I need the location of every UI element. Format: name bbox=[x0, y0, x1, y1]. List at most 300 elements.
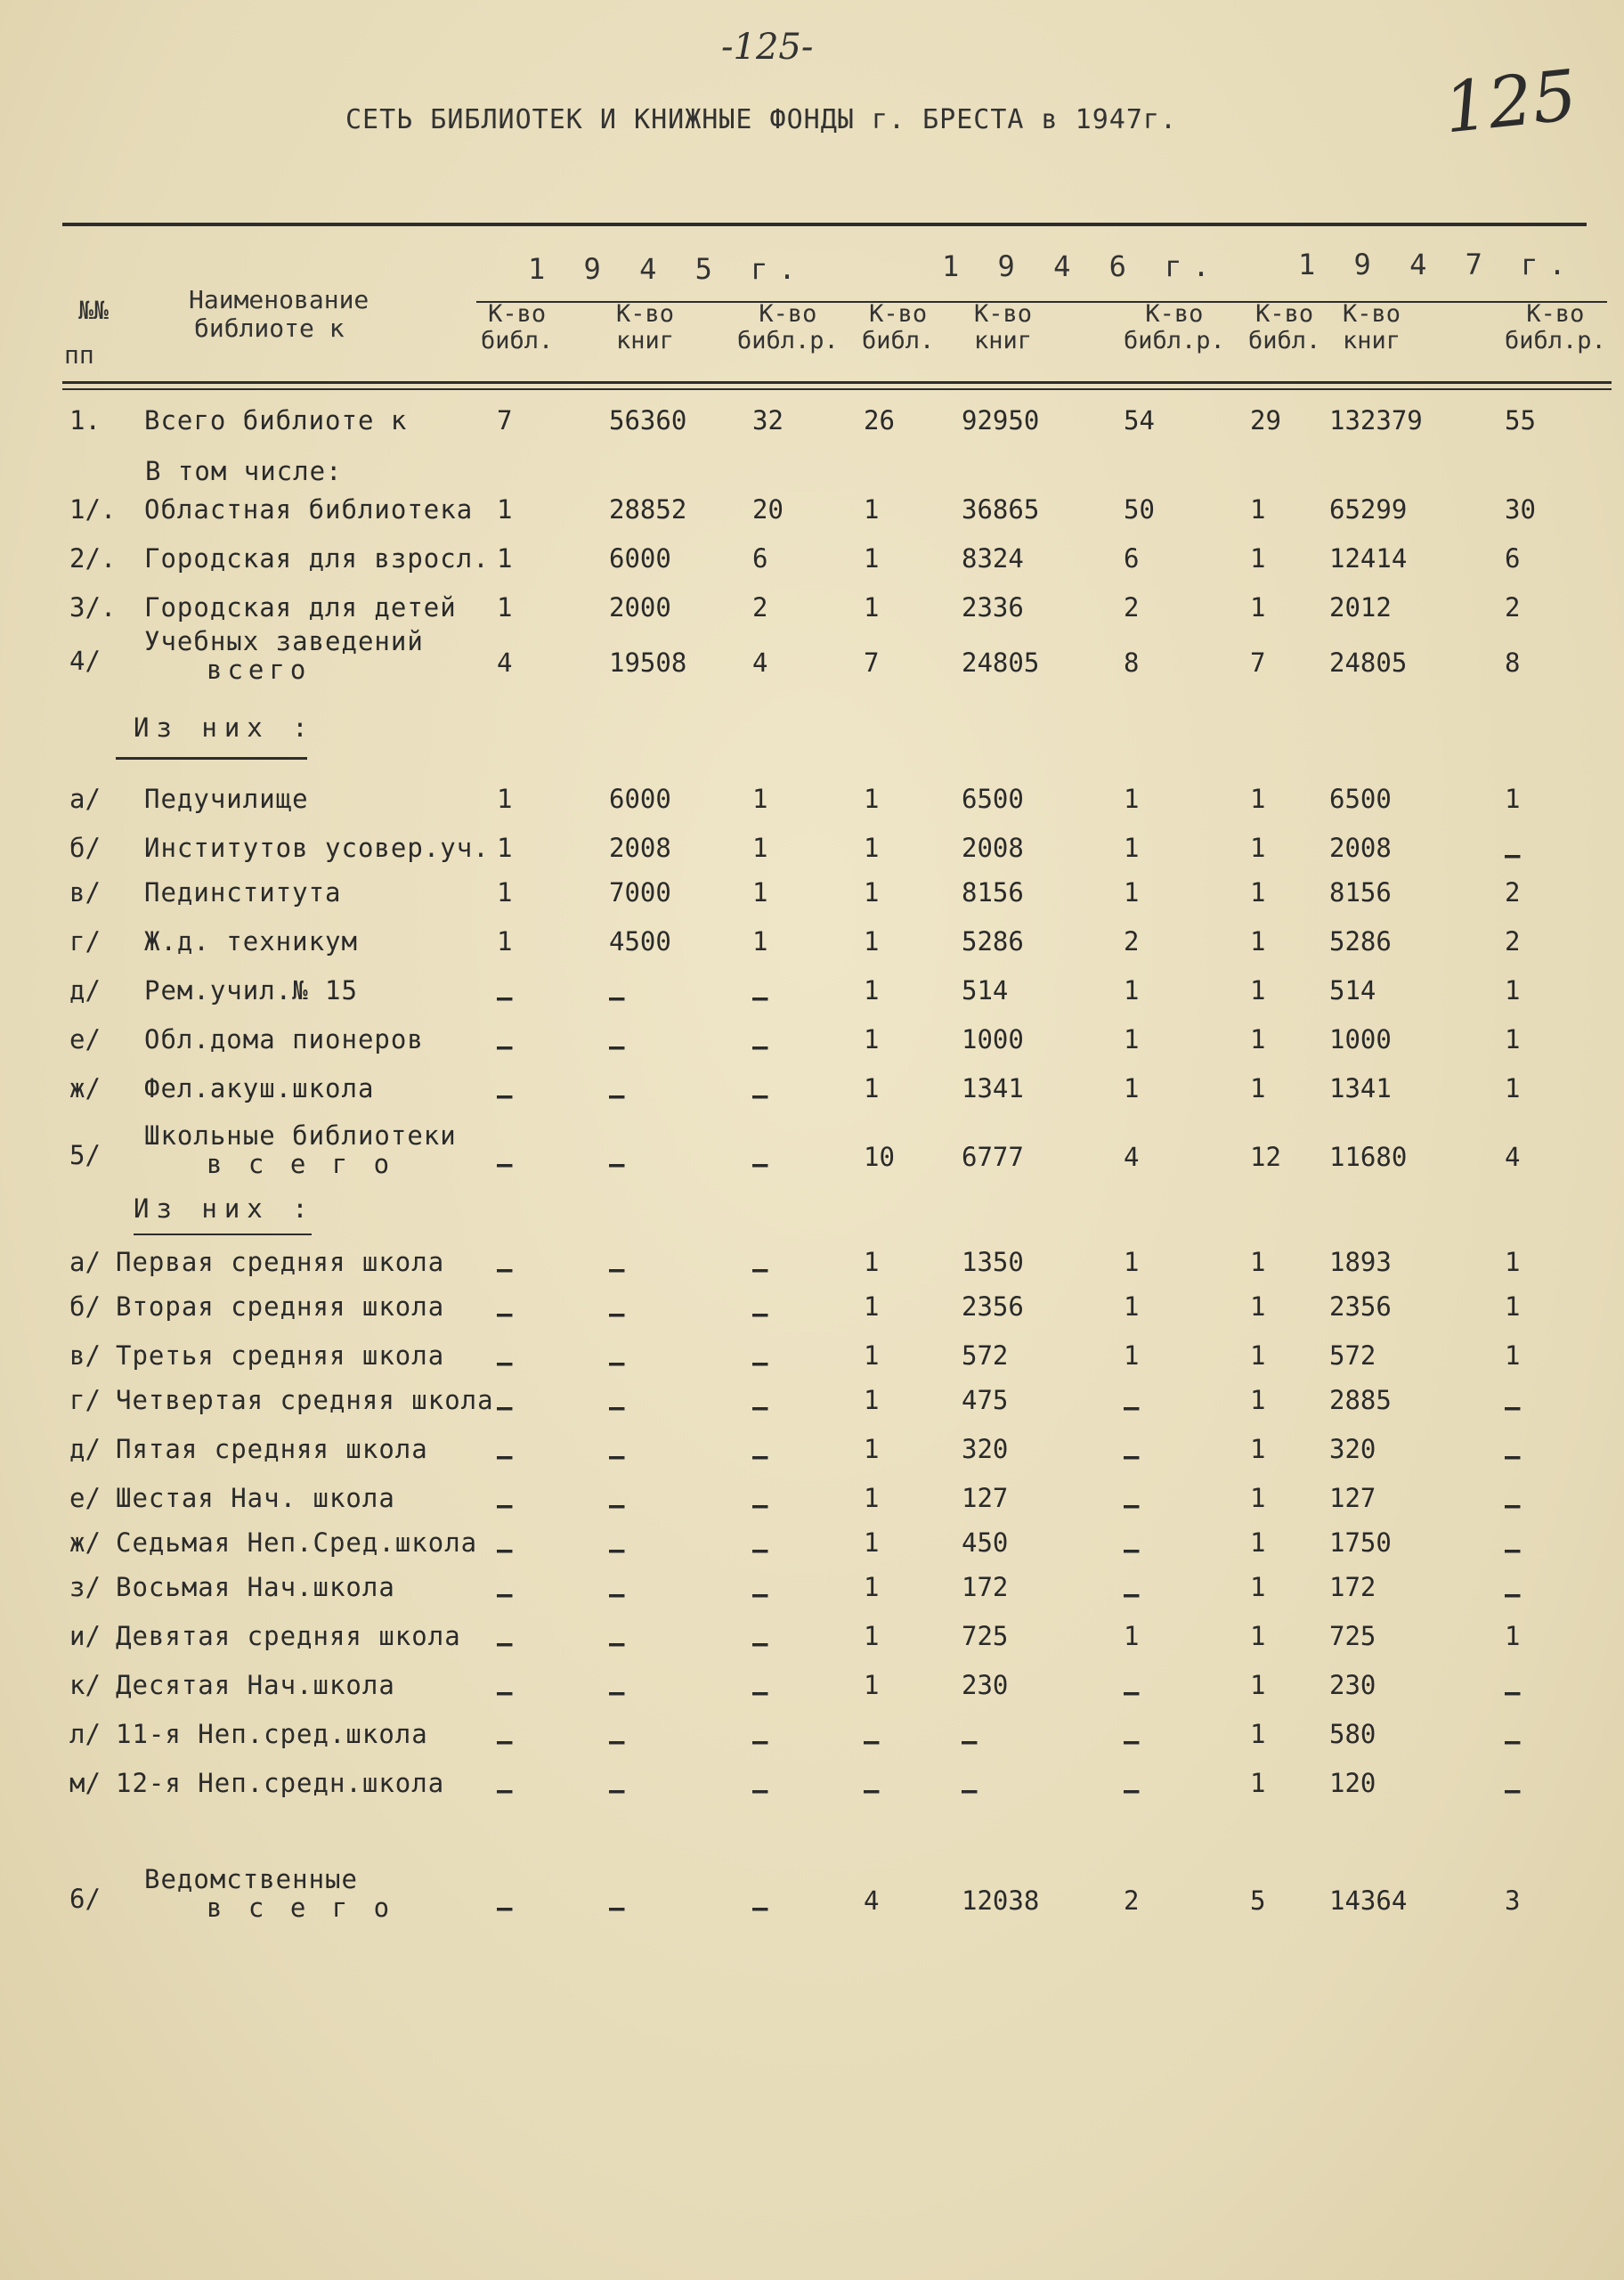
cell-value: 2 bbox=[1505, 592, 1521, 623]
cell-value: – bbox=[497, 1628, 513, 1658]
cell-value: 1 bbox=[864, 1670, 880, 1700]
cell-value: – bbox=[752, 982, 768, 1013]
row-name: Четвертая средняя школа bbox=[116, 1385, 494, 1415]
row-name: Десятая Нач.школа bbox=[116, 1670, 395, 1700]
cell-value: 24805 bbox=[1329, 647, 1408, 678]
cell-value: – bbox=[497, 1490, 513, 1520]
cell-value: 1 bbox=[1124, 1291, 1140, 1322]
cell-value: – bbox=[497, 1031, 513, 1062]
row-name: Восьмая Нач.школа bbox=[116, 1572, 395, 1602]
header-year-1946: 1 9 4 6 г. bbox=[942, 249, 1221, 283]
cell-value: 12414 bbox=[1329, 543, 1408, 574]
cell-value: 1 bbox=[1250, 1670, 1266, 1700]
cell-value: 1 bbox=[1505, 784, 1521, 814]
cell-value: 7 bbox=[864, 647, 880, 678]
row-name: Всего библиоте к bbox=[144, 405, 408, 436]
row-name: Школьные библиотеки bbox=[144, 1120, 457, 1151]
cell-value: 1 bbox=[864, 833, 880, 863]
row-number: б/ bbox=[69, 833, 101, 863]
row-number: 1/. bbox=[69, 494, 117, 525]
row-number: г/ bbox=[69, 926, 101, 957]
cell-value: 1 bbox=[1124, 1073, 1140, 1103]
cell-value: 1893 bbox=[1329, 1247, 1392, 1277]
cell-value: 2008 bbox=[962, 833, 1024, 863]
cell-value: 1 bbox=[497, 592, 513, 623]
cell-value: – bbox=[752, 1299, 768, 1329]
cell-value: 1 bbox=[1124, 784, 1140, 814]
cell-value: – bbox=[1124, 1677, 1140, 1707]
header-column-line2: библ.р. bbox=[737, 327, 839, 354]
cell-value: 1 bbox=[1250, 494, 1266, 525]
row-name: Пединститута bbox=[144, 877, 342, 908]
header-year-1945: 1 9 4 5 г. bbox=[528, 252, 807, 286]
cell-value: – bbox=[497, 1677, 513, 1707]
cell-value: 2 bbox=[1505, 926, 1521, 957]
cell-value: 1 bbox=[1250, 1385, 1266, 1415]
cell-value: 725 bbox=[962, 1621, 1009, 1651]
cell-value: 30 bbox=[1505, 494, 1536, 525]
cell-value: 24805 bbox=[962, 647, 1040, 678]
row-number: ж/ bbox=[69, 1073, 101, 1103]
cell-value: 1 bbox=[864, 1340, 880, 1371]
cell-value: 127 bbox=[962, 1483, 1009, 1513]
cell-value: – bbox=[609, 1254, 625, 1284]
cell-value: 127 bbox=[1329, 1483, 1376, 1513]
cell-value: 12038 bbox=[962, 1885, 1040, 1916]
cell-value: 1 bbox=[1250, 543, 1266, 574]
cell-value: 1 bbox=[1505, 975, 1521, 1006]
cell-value: 320 bbox=[962, 1434, 1009, 1464]
cell-value: 1 bbox=[1250, 1719, 1266, 1749]
cell-value: 1 bbox=[864, 494, 880, 525]
row-name: 11-я Неп.сред.школа bbox=[116, 1719, 428, 1749]
cell-value: 1 bbox=[1250, 1247, 1266, 1277]
cell-value: 1 bbox=[864, 1247, 880, 1277]
cell-value: – bbox=[752, 1441, 768, 1471]
header-column-3 bbox=[737, 301, 839, 354]
cell-value: 92950 bbox=[962, 405, 1040, 436]
cell-value: 580 bbox=[1329, 1719, 1376, 1749]
cell-value: 4 bbox=[752, 647, 768, 678]
cell-value: 1 bbox=[497, 543, 513, 574]
cell-value: 1350 bbox=[962, 1247, 1024, 1277]
cell-value: 12 bbox=[1250, 1142, 1281, 1172]
cell-value: – bbox=[609, 982, 625, 1013]
cell-value: 1 bbox=[864, 1073, 880, 1103]
cell-value: 1 bbox=[864, 926, 880, 957]
cell-value: – bbox=[752, 1080, 768, 1111]
cell-value: 50 bbox=[1124, 494, 1155, 525]
row-name: Вторая средняя школа bbox=[116, 1291, 445, 1322]
cell-value: – bbox=[609, 1726, 625, 1756]
cell-value: 1 bbox=[497, 926, 513, 957]
header-column-line1: К-во bbox=[1145, 300, 1204, 328]
cell-value: 65299 bbox=[1329, 494, 1408, 525]
header-column-line1: К-во bbox=[1255, 300, 1314, 328]
cell-value: – bbox=[962, 1775, 978, 1805]
cell-value: – bbox=[609, 1299, 625, 1329]
cell-value: – bbox=[752, 1490, 768, 1520]
row-name: Фел.акуш.школа bbox=[144, 1073, 375, 1103]
header-column-line2: библ.р. bbox=[1505, 327, 1606, 354]
cell-value: – bbox=[1505, 1677, 1521, 1707]
header-column-5 bbox=[974, 301, 1032, 354]
cell-value: 26 bbox=[864, 405, 895, 436]
cell-value: – bbox=[752, 1579, 768, 1609]
cell-value: 6500 bbox=[962, 784, 1024, 814]
cell-value: 6 bbox=[752, 543, 768, 574]
cell-value: 572 bbox=[1329, 1340, 1376, 1371]
cell-value: 14364 bbox=[1329, 1885, 1408, 1916]
cell-value: 725 bbox=[1329, 1621, 1376, 1651]
header-column-1 bbox=[481, 301, 553, 354]
cell-value: – bbox=[497, 1775, 513, 1805]
cell-value: 1 bbox=[497, 877, 513, 908]
cell-value: 1 bbox=[1124, 1024, 1140, 1054]
row-number: 4/ bbox=[69, 646, 101, 676]
cell-value: 5286 bbox=[1329, 926, 1392, 957]
cell-value: – bbox=[1124, 1441, 1140, 1471]
cell-value: 1 bbox=[864, 877, 880, 908]
cell-value: 1 bbox=[1250, 975, 1266, 1006]
row-number: и/ bbox=[69, 1621, 101, 1651]
cell-value: 2 bbox=[1124, 926, 1140, 957]
cell-value: – bbox=[609, 1031, 625, 1062]
subheading-of-them-1: Из них : bbox=[134, 712, 315, 743]
cell-value: – bbox=[609, 1628, 625, 1658]
cell-value: 8156 bbox=[1329, 877, 1392, 908]
cell-value: – bbox=[1505, 1490, 1521, 1520]
header-bottom-rule-2 bbox=[62, 388, 1612, 390]
cell-value: – bbox=[1505, 1392, 1521, 1422]
row-number: к/ bbox=[69, 1670, 101, 1700]
cell-value: 28852 bbox=[609, 494, 687, 525]
cell-value: 8 bbox=[1505, 647, 1521, 678]
cell-value: 1 bbox=[497, 833, 513, 863]
cell-value: 19508 bbox=[609, 647, 687, 678]
row-number: м/ bbox=[69, 1768, 101, 1798]
cell-value: – bbox=[752, 1726, 768, 1756]
cell-value: 1 bbox=[1124, 833, 1140, 863]
header-num-label-2: пп bbox=[64, 340, 94, 370]
cell-value: 172 bbox=[962, 1572, 1009, 1602]
row-name: Учебных заведений bbox=[144, 626, 424, 656]
cell-value: 1 bbox=[864, 1385, 880, 1415]
cell-value: 8156 bbox=[962, 877, 1024, 908]
cell-value: – bbox=[1505, 1726, 1521, 1756]
cell-value: 8324 bbox=[962, 543, 1024, 574]
header-column-9 bbox=[1505, 301, 1606, 354]
cell-value: 1 bbox=[1250, 1434, 1266, 1464]
row-number: 2/. bbox=[69, 543, 117, 574]
cell-value: 572 bbox=[962, 1340, 1009, 1371]
header-column-line1: К-во bbox=[616, 300, 675, 328]
cell-value: 4 bbox=[497, 647, 513, 678]
row-name: Третья средняя школа bbox=[116, 1340, 445, 1371]
document-title: СЕТЬ БИБЛИОТЕК И КНИЖНЫЕ ФОНДЫ г. БРЕСТА в 1947г. bbox=[345, 104, 1178, 135]
row-name: Рем.учил.№ 15 bbox=[144, 975, 358, 1006]
cell-value: 1 bbox=[1250, 1024, 1266, 1054]
cell-value: 1 bbox=[497, 784, 513, 814]
row-number: 1. bbox=[69, 405, 101, 436]
subheading-underline-1 bbox=[116, 757, 307, 760]
header-column-line2: библ. bbox=[481, 327, 554, 354]
cell-value: – bbox=[609, 1080, 625, 1111]
cell-value: 1 bbox=[1505, 1621, 1521, 1651]
header-column-line2: библ. bbox=[1248, 327, 1321, 354]
cell-value: – bbox=[609, 1392, 625, 1422]
cell-value: – bbox=[1124, 1775, 1140, 1805]
cell-value: – bbox=[1505, 840, 1521, 870]
header-column-line2: книг bbox=[974, 327, 1033, 354]
cell-value: – bbox=[752, 1893, 768, 1923]
cell-value: 1 bbox=[1250, 1291, 1266, 1322]
cell-value: 4500 bbox=[609, 926, 671, 957]
cell-value: 475 bbox=[962, 1385, 1009, 1415]
cell-value: – bbox=[609, 1775, 625, 1805]
cell-value: 1 bbox=[752, 877, 768, 908]
archive-page-number: 125 bbox=[1440, 55, 1581, 150]
header-name-label: Наименование bbox=[189, 285, 369, 314]
header-column-4 bbox=[862, 301, 934, 354]
cell-value: – bbox=[1505, 1775, 1521, 1805]
cell-value: 1 bbox=[1250, 1340, 1266, 1371]
cell-value: 1 bbox=[864, 1621, 880, 1651]
row-name: Институтов усовер.уч. bbox=[144, 833, 490, 863]
cell-value: – bbox=[497, 1299, 513, 1329]
row-name: Ведомственные bbox=[144, 1864, 358, 1894]
cell-value: – bbox=[752, 1149, 768, 1179]
cell-value: 1 bbox=[1250, 926, 1266, 957]
cell-value: 4 bbox=[864, 1885, 880, 1916]
cell-value: 5286 bbox=[962, 926, 1024, 957]
row-number: 5/ bbox=[69, 1140, 101, 1170]
cell-value: – bbox=[497, 1348, 513, 1378]
header-column-line1: К-во bbox=[1526, 300, 1585, 328]
row-number: д/ bbox=[69, 975, 101, 1006]
header-column-line1: К-во bbox=[488, 300, 547, 328]
row-number: 6/ bbox=[69, 1884, 101, 1914]
row-name: Первая средняя школа bbox=[116, 1247, 445, 1277]
header-column-2 bbox=[616, 301, 674, 354]
header-column-line1: К-во bbox=[1343, 300, 1401, 328]
cell-value: 11680 bbox=[1329, 1142, 1408, 1172]
header-bottom-rule bbox=[62, 381, 1612, 384]
cell-value: 1 bbox=[1505, 1073, 1521, 1103]
row-number: а/ bbox=[69, 1247, 101, 1277]
cell-value: – bbox=[752, 1348, 768, 1378]
cell-value: 2008 bbox=[609, 833, 671, 863]
row-number: л/ bbox=[69, 1719, 101, 1749]
row-name-line2: в с е г о bbox=[207, 1149, 395, 1179]
row-number: е/ bbox=[69, 1483, 101, 1513]
cell-value: – bbox=[752, 1392, 768, 1422]
cell-value: – bbox=[1505, 1579, 1521, 1609]
cell-value: – bbox=[497, 1579, 513, 1609]
header-column-line2: книг bbox=[616, 327, 675, 354]
cell-value: – bbox=[752, 1775, 768, 1805]
cell-value: 1 bbox=[1124, 975, 1140, 1006]
cell-value: 8 bbox=[1124, 647, 1140, 678]
cell-value: 7000 bbox=[609, 877, 671, 908]
cell-value: – bbox=[1505, 1535, 1521, 1565]
cell-value: – bbox=[609, 1441, 625, 1471]
cell-value: 1 bbox=[1124, 1621, 1140, 1651]
cell-value: 6000 bbox=[609, 543, 671, 574]
cell-value: 1 bbox=[1505, 1247, 1521, 1277]
cell-value: – bbox=[497, 1080, 513, 1111]
cell-value: 2 bbox=[1505, 877, 1521, 908]
header-column-line2: библ.р. bbox=[1124, 327, 1225, 354]
cell-value: – bbox=[752, 1031, 768, 1062]
cell-value: 230 bbox=[962, 1670, 1009, 1700]
cell-value: – bbox=[1124, 1392, 1140, 1422]
cell-value: 1 bbox=[1250, 1621, 1266, 1651]
cell-value: 1341 bbox=[1329, 1073, 1392, 1103]
cell-value: 36865 bbox=[962, 494, 1040, 525]
row-number: з/ bbox=[69, 1572, 101, 1602]
cell-value: 514 bbox=[962, 975, 1009, 1006]
cell-value: – bbox=[864, 1726, 880, 1756]
cell-value: 1000 bbox=[1329, 1024, 1392, 1054]
cell-value: 1 bbox=[1250, 1768, 1266, 1798]
cell-value: 7 bbox=[497, 405, 513, 436]
cell-value: 120 bbox=[1329, 1768, 1376, 1798]
header-column-7 bbox=[1248, 301, 1320, 354]
cell-value: 4 bbox=[1124, 1142, 1140, 1172]
row-number: 3/. bbox=[69, 592, 117, 623]
cell-value: 6000 bbox=[609, 784, 671, 814]
cell-value: – bbox=[497, 1149, 513, 1179]
row-number: д/ bbox=[69, 1434, 101, 1464]
cell-value: 514 bbox=[1329, 975, 1376, 1006]
subheading-of-them-2: Из них : bbox=[134, 1193, 315, 1224]
cell-value: 1 bbox=[752, 784, 768, 814]
row-name: Педучилище bbox=[144, 784, 309, 814]
cell-value: 2 bbox=[1124, 592, 1140, 623]
page-number-top: -125- bbox=[721, 27, 814, 68]
cell-value: 1000 bbox=[962, 1024, 1024, 1054]
row-number: в/ bbox=[69, 877, 101, 908]
header-num-label: №№ bbox=[78, 296, 109, 325]
header-column-line1: К-во bbox=[869, 300, 928, 328]
header-column-8 bbox=[1343, 301, 1401, 354]
row-name: Городская для детей bbox=[144, 592, 457, 623]
cell-value: – bbox=[864, 1775, 880, 1805]
cell-value: – bbox=[1505, 1441, 1521, 1471]
cell-value: 1 bbox=[1505, 1340, 1521, 1371]
header-top-rule bbox=[62, 223, 1587, 226]
cell-value: 2885 bbox=[1329, 1385, 1392, 1415]
cell-value: 450 bbox=[962, 1527, 1009, 1558]
cell-value: 1 bbox=[1505, 1024, 1521, 1054]
row-name: 12-я Неп.средн.школа bbox=[116, 1768, 445, 1798]
header-column-line1: К-во bbox=[759, 300, 817, 328]
row-name: Седьмая Неп.Сред.школа bbox=[116, 1527, 478, 1558]
cell-value: 1 bbox=[864, 1291, 880, 1322]
cell-value: 1 bbox=[1250, 833, 1266, 863]
cell-value: 1 bbox=[1505, 1291, 1521, 1322]
cell-value: 2336 bbox=[962, 592, 1024, 623]
cell-value: – bbox=[497, 1893, 513, 1923]
cell-value: 6777 bbox=[962, 1142, 1024, 1172]
cell-value: 1 bbox=[1124, 877, 1140, 908]
cell-value: 1 bbox=[864, 1527, 880, 1558]
cell-value: – bbox=[497, 1535, 513, 1565]
cell-value: 56360 bbox=[609, 405, 687, 436]
cell-value: 1 bbox=[1250, 877, 1266, 908]
cell-value: 172 bbox=[1329, 1572, 1376, 1602]
cell-value: 1 bbox=[864, 1024, 880, 1054]
cell-value: – bbox=[752, 1254, 768, 1284]
cell-value: 1 bbox=[752, 833, 768, 863]
cell-value: 1750 bbox=[1329, 1527, 1392, 1558]
cell-value: 1 bbox=[864, 784, 880, 814]
cell-value: 1 bbox=[1250, 592, 1266, 623]
cell-value: 1 bbox=[864, 1572, 880, 1602]
row-name-line2: всего bbox=[207, 655, 312, 685]
row-number: в/ bbox=[69, 1340, 101, 1371]
cell-value: 1 bbox=[1250, 1527, 1266, 1558]
header-column-line1: К-во bbox=[974, 300, 1033, 328]
cell-value: 6500 bbox=[1329, 784, 1392, 814]
cell-value: 6 bbox=[1505, 543, 1521, 574]
cell-value: 2008 bbox=[1329, 833, 1392, 863]
cell-value: 1 bbox=[752, 926, 768, 957]
cell-value: – bbox=[752, 1628, 768, 1658]
subheading-including: В том числе: bbox=[145, 456, 343, 486]
row-name: Шестая Нач. школа bbox=[116, 1483, 395, 1513]
cell-value: 1 bbox=[1124, 1247, 1140, 1277]
subheading-underline-2 bbox=[134, 1234, 312, 1235]
cell-value: 132379 bbox=[1329, 405, 1423, 436]
row-number: г/ bbox=[69, 1385, 101, 1415]
cell-value: – bbox=[609, 1348, 625, 1378]
cell-value: 1 bbox=[864, 1483, 880, 1513]
cell-value: 6 bbox=[1124, 543, 1140, 574]
cell-value: – bbox=[1124, 1726, 1140, 1756]
cell-value: 230 bbox=[1329, 1670, 1376, 1700]
cell-value: 55 bbox=[1505, 405, 1536, 436]
cell-value: 1 bbox=[1250, 1073, 1266, 1103]
row-name: Пятая средняя школа bbox=[116, 1434, 428, 1464]
header-column-line2: книг bbox=[1343, 327, 1401, 354]
row-number: а/ bbox=[69, 784, 101, 814]
cell-value: – bbox=[752, 1535, 768, 1565]
cell-value: – bbox=[609, 1893, 625, 1923]
header-year-1947: 1 9 4 7 г. bbox=[1298, 248, 1577, 281]
cell-value: 2000 bbox=[609, 592, 671, 623]
cell-value: 1 bbox=[1250, 784, 1266, 814]
cell-value: 1 bbox=[864, 1434, 880, 1464]
cell-value: 3 bbox=[1505, 1885, 1521, 1916]
cell-value: – bbox=[497, 1254, 513, 1284]
cell-value: – bbox=[609, 1490, 625, 1520]
header-column-6 bbox=[1124, 301, 1225, 354]
header-name-label-2: библиоте к bbox=[194, 314, 345, 343]
row-name-line2: в с е г о bbox=[207, 1893, 395, 1923]
row-name: Ж.д. техникум bbox=[144, 926, 358, 957]
cell-value: – bbox=[609, 1535, 625, 1565]
cell-value: 1 bbox=[864, 543, 880, 574]
cell-value: 1 bbox=[1124, 1340, 1140, 1371]
cell-value: – bbox=[497, 1441, 513, 1471]
row-number: ж/ bbox=[69, 1527, 101, 1558]
header-column-line2: библ. bbox=[862, 327, 935, 354]
cell-value: 1 bbox=[864, 975, 880, 1006]
cell-value: – bbox=[609, 1677, 625, 1707]
cell-value: 4 bbox=[1505, 1142, 1521, 1172]
